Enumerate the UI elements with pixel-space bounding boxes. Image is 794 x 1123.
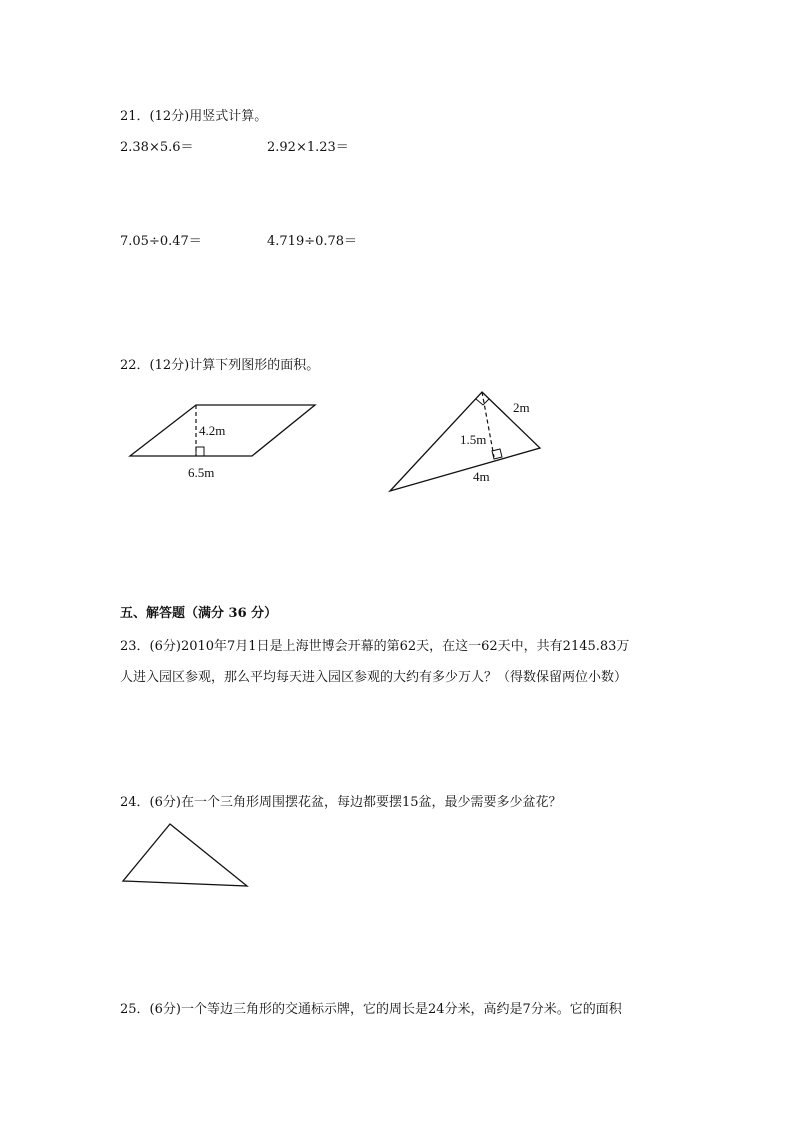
q21-expr-4: 4.719÷0.78＝	[267, 234, 358, 249]
right-triangle-figure	[390, 392, 540, 491]
triangle-height-label: 1.5m	[460, 432, 487, 447]
q21-expr-1: 2.38×5.6＝	[120, 140, 194, 155]
q25-text: 25．(6分)一个等边三角形的交通标示牌，它的周长是24分米，高约是7分米。它的面积	[120, 1002, 622, 1017]
section-heading: 五、解答题（满分 36 分）	[120, 606, 278, 621]
q21-expr-2: 2.92×1.23＝	[267, 140, 349, 155]
parallelogram-right-angle-mark	[196, 447, 204, 456]
q22-title: 22．(12分)计算下列图形的面积。	[120, 358, 320, 373]
parallelogram-height-label: 4.2m	[199, 423, 226, 438]
parallelogram-base-label: 6.5m	[188, 465, 215, 480]
q21-title: 21．(12分)用竖式计算。	[120, 109, 268, 124]
triangle-side-label: 2m	[513, 400, 530, 415]
triangle-apex-right-angle-mark	[476, 399, 489, 405]
q24-text: 24．(6分)在一个三角形周围摆花盆，每边都要摆15盆，最少需要多少盆花？	[120, 795, 562, 810]
triangle-base-label: 4m	[473, 469, 490, 484]
parallelogram-figure	[130, 405, 315, 480]
q21-expr-3: 7.05÷0.47＝	[120, 234, 202, 249]
q23-line-1: 23．(6分)2010年7月1日是上海世博会开幕的第62天，在这一62天中，共有2145.83万	[120, 639, 630, 654]
q24-triangle	[123, 824, 247, 886]
q23-line-2: 人进入园区参观，那么平均每天进入园区参观的大约有多少万人？（得数保留两位小数）	[120, 670, 628, 685]
